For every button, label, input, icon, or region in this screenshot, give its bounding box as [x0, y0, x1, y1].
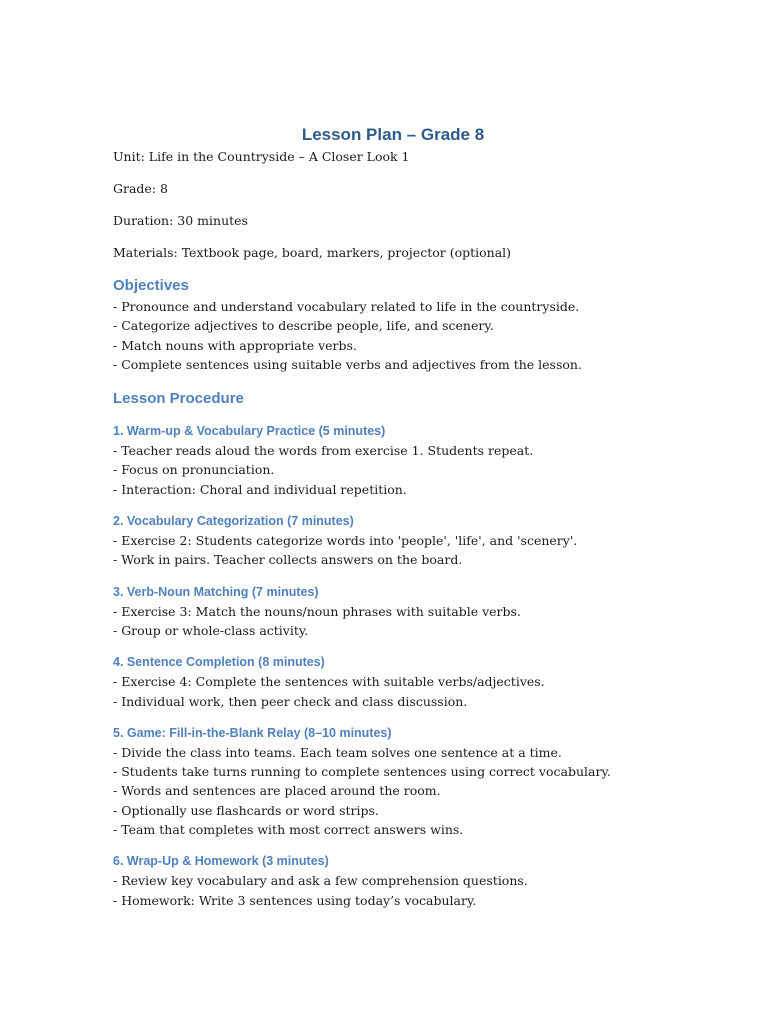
procedure-section-categorization: [113, 512, 673, 570]
section-list: [113, 871, 673, 910]
objective-item: - Categorize adjectives to describe people, life, and scenery.: [113, 318, 494, 334]
section-list: [113, 441, 673, 499]
list-item: - Interaction: Choral and individual repetition.: [113, 481, 407, 497]
procedure-section-warmup: [113, 422, 673, 499]
objective-item: - Complete sentences using suitable verbs and adjectives from the lesson.: [113, 356, 582, 372]
duration-line: Duration: 30 minutes: [113, 213, 248, 228]
section-heading: 2. Vocabulary Categorization (7 minutes): [113, 514, 354, 529]
section-list: [113, 672, 673, 711]
list-item: - Review key vocabulary and ask a few comprehension questions.: [113, 873, 528, 889]
lesson-procedure-heading: Lesson Procedure: [113, 390, 244, 408]
list-item: - Words and sentences are placed around the room.: [113, 783, 441, 799]
unit-line: Unit: Life in the Countryside – A Closer Look 1: [113, 149, 410, 164]
section-list: [113, 531, 673, 570]
list-item: - Divide the class into teams. Each team solves one sentence at a time.: [113, 744, 562, 760]
section-heading: 6. Wrap-Up & Homework (3 minutes): [113, 854, 329, 869]
objectives-heading: Objectives: [113, 277, 189, 294]
procedure-section-wrapup: [113, 852, 673, 910]
procedure-section-matching: [113, 583, 673, 641]
document-title: Lesson Plan – Grade 8: [301, 125, 485, 144]
list-item: - Students take turns running to complete sentences using correct vocabulary.: [113, 764, 611, 780]
list-item: - Team that completes with most correct answers wins.: [113, 822, 464, 838]
section-list: [113, 743, 673, 839]
list-item: - Optionally use flashcards or word strips.: [113, 802, 379, 818]
list-item: - Focus on pronunciation.: [113, 462, 275, 478]
list-item: - Exercise 4: Complete the sentences with suitable verbs/adjectives.: [113, 674, 545, 690]
section-heading: 1. Warm-up & Vocabulary Practice (5 minutes): [113, 424, 386, 439]
list-item: - Individual work, then peer check and class discussion.: [113, 693, 468, 709]
objective-item: - Match nouns with appropriate verbs.: [113, 337, 357, 353]
section-list: [113, 602, 673, 641]
objective-item: - Pronounce and understand vocabulary related to life in the countryside.: [113, 299, 580, 314]
section-heading: 5. Game: Fill-in-the-Blank Relay (8–10 minutes): [113, 725, 392, 740]
list-item: - Group or whole-class activity.: [113, 622, 309, 638]
procedure-section-game: [113, 724, 673, 839]
list-item: - Teacher reads aloud the words from exercise 1. Students repeat.: [113, 443, 534, 459]
list-item: - Homework: Write 3 sentences using today’s vocabulary.: [113, 892, 477, 908]
grade-line: Grade: 8: [113, 181, 168, 196]
objectives-list: [113, 297, 673, 374]
list-item: - Work in pairs. Teacher collects answers on the board.: [113, 552, 463, 568]
list-item: - Exercise 3: Match the nouns/noun phrases with suitable verbs.: [113, 603, 521, 619]
list-item: - Exercise 2: Students categorize words into 'people', 'life', and 'scenery'.: [113, 533, 578, 549]
section-heading: 4. Sentence Completion (8 minutes): [113, 655, 325, 670]
document-page: [113, 124, 673, 923]
section-heading: 3. Verb-Noun Matching (7 minutes): [113, 584, 319, 599]
materials-line: Materials: Textbook page, board, markers, projector (optional): [113, 245, 512, 260]
procedure-section-completion: [113, 653, 673, 711]
